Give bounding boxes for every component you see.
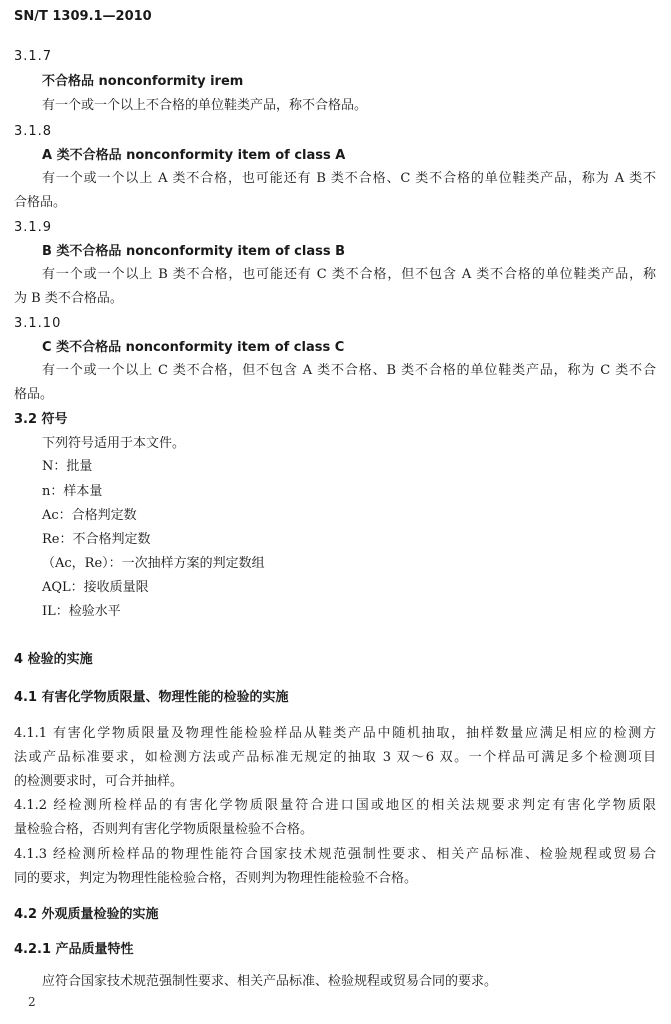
chapter-heading-4: 4 检验的实施 <box>14 652 93 667</box>
definition-class-b-line2: 为 B 类不合格品。 <box>14 291 123 306</box>
definition-nonconformity-item: 有一个或一个以上不合格的单位鞋类产品，称不合格品。 <box>42 98 368 113</box>
term-class-a-item: A 类不合格品 nonconformity item of class A <box>42 148 346 163</box>
clause-4-1-2-line2: 量检验合格，否则判有害化学物质限量检验不合格。 <box>14 822 314 837</box>
sub-heading-4-2-1: 4.2.1 产品质量特性 <box>14 942 134 957</box>
symbol-ac-re: （Ac，Re）：一次抽样方案的判定数组 <box>42 556 265 571</box>
clause-number-3-1-9: 3.1.9 <box>14 220 53 235</box>
section-heading-4-2: 4.2 外观质量检验的实施 <box>14 907 159 922</box>
clause-number-3-1-8: 3.1.8 <box>14 124 53 139</box>
page-number: 2 <box>28 995 36 1009</box>
clause-number-3-1-7: 3.1.7 <box>14 49 53 64</box>
clause-4-1-3-line2: 同的要求，判定为物理性能检验合格，否则判为物理性能检验不合格。 <box>14 871 418 886</box>
symbol-re: Re：不合格判定数 <box>42 532 151 547</box>
symbol-ac: Ac：合格判定数 <box>42 508 137 523</box>
symbols-intro: 下列符号适用于本文件。 <box>42 436 186 451</box>
term-class-b-item: B 类不合格品 nonconformity item of class B <box>42 244 346 259</box>
document-number-header: SN/T 1309.1—2010 <box>14 9 152 24</box>
definition-class-b-line1: 有一个或一个以上 B 类不合格，也可能还有 C 类不合格，但不包含 A 类不合格的单位鞋类产品，称 <box>42 267 656 282</box>
section-heading-3-2-symbols: 3.2 符号 <box>14 412 68 427</box>
term-nonconformity-item: 不合格品 nonconformity irem <box>42 74 244 89</box>
clause-4-1-1-line1: 4.1.1 有害化学物质限量及物理性能检验样品从鞋类产品中随机抽取，抽样数量应满足相应的检测方 <box>14 726 656 741</box>
clause-4-1-1-line3: 的检测要求时，可合并抽样。 <box>14 774 184 789</box>
symbol-aql: AQL：接收质量限 <box>42 580 149 595</box>
symbol-il: IL：检验水平 <box>42 604 121 619</box>
definition-class-c-line2: 格品。 <box>14 387 54 402</box>
section-heading-4-1: 4.1 有害化学物质限量、物理性能的检验的实施 <box>14 690 289 705</box>
clause-number-3-1-10: 3.1.10 <box>14 316 62 331</box>
definition-class-c-line1: 有一个或一个以上 C 类不合格，但不包含 A 类不合格、B 类不合格的单位鞋类产品，称为 C 类不合 <box>42 363 656 378</box>
clause-4-1-3-line1: 4.1.3 经检测所检样品的物理性能符合国家技术规范强制性要求、相关产品标准、检验规程或贸易合 <box>14 847 656 862</box>
clause-4-2-1-text: 应符合国家技术规范强制性要求、相关产品标准、检验规程或贸易合同的要求。 <box>42 974 498 989</box>
symbol-n-sample: n：样本量 <box>42 484 103 499</box>
clause-4-1-2-line1: 4.1.2 经检测所检样品的有害化学物质限量符合进口国或地区的相关法规要求判定有害化学物质限 <box>14 798 656 813</box>
definition-class-a-line1: 有一个或一个以上 A 类不合格，也可能还有 B 类不合格、C 类不合格的单位鞋类产品，称为 A 类不 <box>42 171 656 186</box>
symbol-n-lot: N：批量 <box>42 459 93 474</box>
definition-class-a-line2: 合格品。 <box>14 195 67 210</box>
term-class-c-item: C 类不合格品 nonconformity item of class C <box>42 340 345 355</box>
clause-4-1-1-line2: 法或产品标准要求，如检测方法或产品标准无规定的抽取 3 双～6 双。一个样品可满足多个检测项目 <box>14 750 656 765</box>
